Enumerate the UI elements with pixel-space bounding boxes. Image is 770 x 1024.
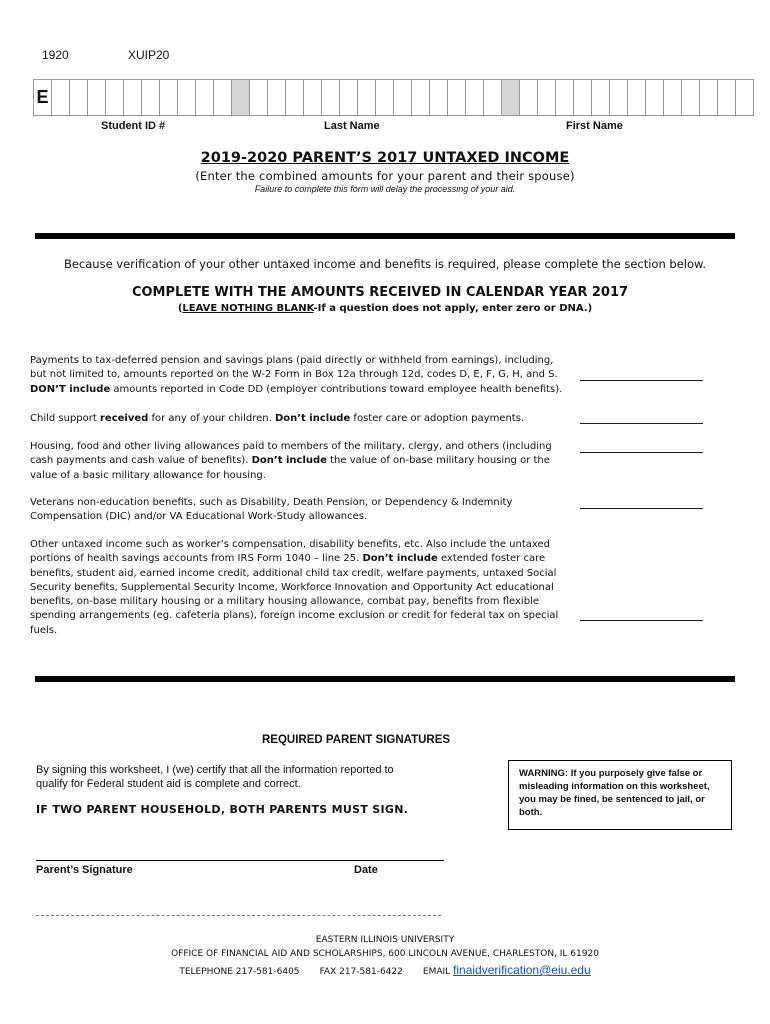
- veterans-amount-field[interactable]: [580, 508, 703, 509]
- email-link[interactable]: finaidverification@eiu.edu: [453, 963, 591, 977]
- footer-divider: [36, 915, 441, 916]
- grid-cell[interactable]: [501, 79, 520, 116]
- form-code-id: XUIP20: [128, 48, 170, 62]
- pension-item: Payments to tax-deferred pension and savings plans (paid directly or withheld from earnings), including, but not limited to, amounts reported on the W-2 Form in Box 12a through 12d, codes D, E, F, G, H, and S. DON’T include amounts reported in Code DD (employer contributions toward employee health benefits).: [30, 355, 563, 395]
- failure-note: Failure to complete this form will delay the processing of your aid.: [254, 184, 516, 194]
- fax: FAX 217-581-6422: [319, 967, 403, 977]
- child-support-item: Child support received for any of your children. Don’t include foster care or adoption payments.: [30, 413, 525, 424]
- section-heading: COMPLETE WITH THE AMOUNTS RECEIVED IN CALENDAR YEAR 2017: [131, 285, 629, 300]
- grid-cell[interactable]: [735, 79, 754, 116]
- grid-cell[interactable]: [447, 79, 466, 116]
- form-title: 2019-2020 PARENT’S 2017 UNTAXED INCOME: [200, 150, 570, 166]
- grid-cell[interactable]: [555, 79, 574, 116]
- grid-cell[interactable]: [177, 79, 196, 116]
- grid-cell[interactable]: [429, 79, 448, 116]
- grid-cell[interactable]: [213, 79, 232, 116]
- grid-cell[interactable]: [267, 79, 286, 116]
- two-parent-note: IF TWO PARENT HOUSEHOLD, BOTH PARENTS MUST SIGN.: [36, 803, 409, 816]
- grid-cell[interactable]: [339, 79, 358, 116]
- grid-cell[interactable]: [195, 79, 214, 116]
- grid-cell[interactable]: [537, 79, 556, 116]
- grid-cell[interactable]: [51, 79, 70, 116]
- veterans-item: Veterans non-education benefits, such as Disability, Death Pension, or Dependency & Indemnity Compensation (DIC) and/or VA Educational Work-Study allowances.: [30, 497, 513, 523]
- grid-cell[interactable]: [573, 79, 592, 116]
- signatures-heading: REQUIRED PARENT SIGNATURES: [262, 734, 451, 746]
- student-name-grid[interactable]: [33, 79, 753, 116]
- grid-cell[interactable]: [123, 79, 142, 116]
- grid-cell[interactable]: [285, 79, 304, 116]
- grid-cell[interactable]: [663, 79, 682, 116]
- leave-nothing-blank-note: (LEAVE NOTHING BLANK-If a question does not apply, enter zero or DNA.): [177, 303, 593, 314]
- top-divider: [35, 233, 735, 239]
- grid-cell[interactable]: [231, 79, 250, 116]
- grid-cell[interactable]: [519, 79, 538, 116]
- university-name: EASTERN ILLINOIS UNIVERSITY: [315, 935, 455, 945]
- certify-text: By signing this worksheet, I (we) certify that all the information reported to qualify for Federal student aid is complete and correct.: [36, 764, 394, 790]
- other-untaxed-item: Other untaxed income such as worker’s compensation, disability benefits, etc. Also include the untaxed portions of health savings accounts from IRS Form 1040 – line 25. Don’t include extended foster care benefits, student aid, earned income credit, additional child tax credit, welfare payments, untaxed Social Security benefits, Supplemental Security Income, Workforce Innovation and Opportunity Act educational benefits, on-base military housing or a military housing allowance, combat pay, benefits from flexible spending arrangements (eg. cafeteria plans), foreign income exclusion or credit for federal tax on special fuels.: [30, 539, 559, 636]
- grid-cell[interactable]: [105, 79, 124, 116]
- grid-cell[interactable]: [699, 79, 718, 116]
- grid-cell[interactable]: [87, 79, 106, 116]
- form-code-number: 1920: [42, 48, 69, 62]
- grid-cell[interactable]: [69, 79, 88, 116]
- grid-cell[interactable]: [357, 79, 376, 116]
- child-support-amount-field[interactable]: [580, 423, 703, 424]
- grid-cell[interactable]: [321, 79, 340, 116]
- grid-cell[interactable]: [717, 79, 736, 116]
- grid-cell[interactable]: [249, 79, 268, 116]
- grid-cell[interactable]: [591, 79, 610, 116]
- grid-cell[interactable]: [645, 79, 664, 116]
- contact-line: [0, 963, 770, 977]
- student-id-label: Student ID #: [101, 120, 166, 132]
- other-untaxed-amount-field[interactable]: [580, 620, 703, 621]
- grid-cell[interactable]: [141, 79, 160, 116]
- grid-cell[interactable]: [393, 79, 412, 116]
- pension-amount-field[interactable]: [580, 380, 703, 381]
- grid-cell[interactable]: [303, 79, 322, 116]
- office-address: OFFICE OF FINANCIAL AID AND SCHOLARSHIPS, 600 LINCOLN AVENUE, CHARLESTON, IL 61920: [171, 949, 599, 959]
- grid-cell[interactable]: [411, 79, 430, 116]
- signature-line[interactable]: [36, 860, 444, 861]
- parent-signature-label: Parent’s Signature: [36, 864, 133, 876]
- housing-item: Housing, food and other living allowances paid to members of the military, clergy, and others (including cash payments and cash value of benefits). Don’t include the value of on-base military housing or the value of a basic military allowance for housing.: [30, 441, 552, 481]
- last-name-label: Last Name: [324, 120, 380, 132]
- grid-cell[interactable]: [465, 79, 484, 116]
- grid-cell[interactable]: [681, 79, 700, 116]
- date-label: Date: [354, 864, 378, 876]
- telephone: TELEPHONE 217-581-6405: [179, 967, 300, 977]
- grid-cell[interactable]: [159, 79, 178, 116]
- verification-intro: Because verification of your other untaxed income and benefits is required, please complete the section below.: [63, 257, 707, 271]
- first-name-label: First Name: [566, 120, 623, 132]
- bottom-divider: [35, 676, 735, 682]
- form-subtitle: (Enter the combined amounts for your parent and their spouse): [195, 169, 575, 183]
- housing-amount-field[interactable]: [580, 452, 703, 453]
- grid-first-cell[interactable]: E: [33, 79, 52, 116]
- grid-cell[interactable]: [375, 79, 394, 116]
- warning-box: WARNING: If you purposely give false or misleading information on this worksheet, you may be fined, be sentenced to jail, or both.: [508, 760, 732, 830]
- grid-cell[interactable]: [627, 79, 646, 116]
- grid-cell[interactable]: [609, 79, 628, 116]
- grid-cell[interactable]: [483, 79, 502, 116]
- email-label: EMAIL: [422, 967, 451, 977]
